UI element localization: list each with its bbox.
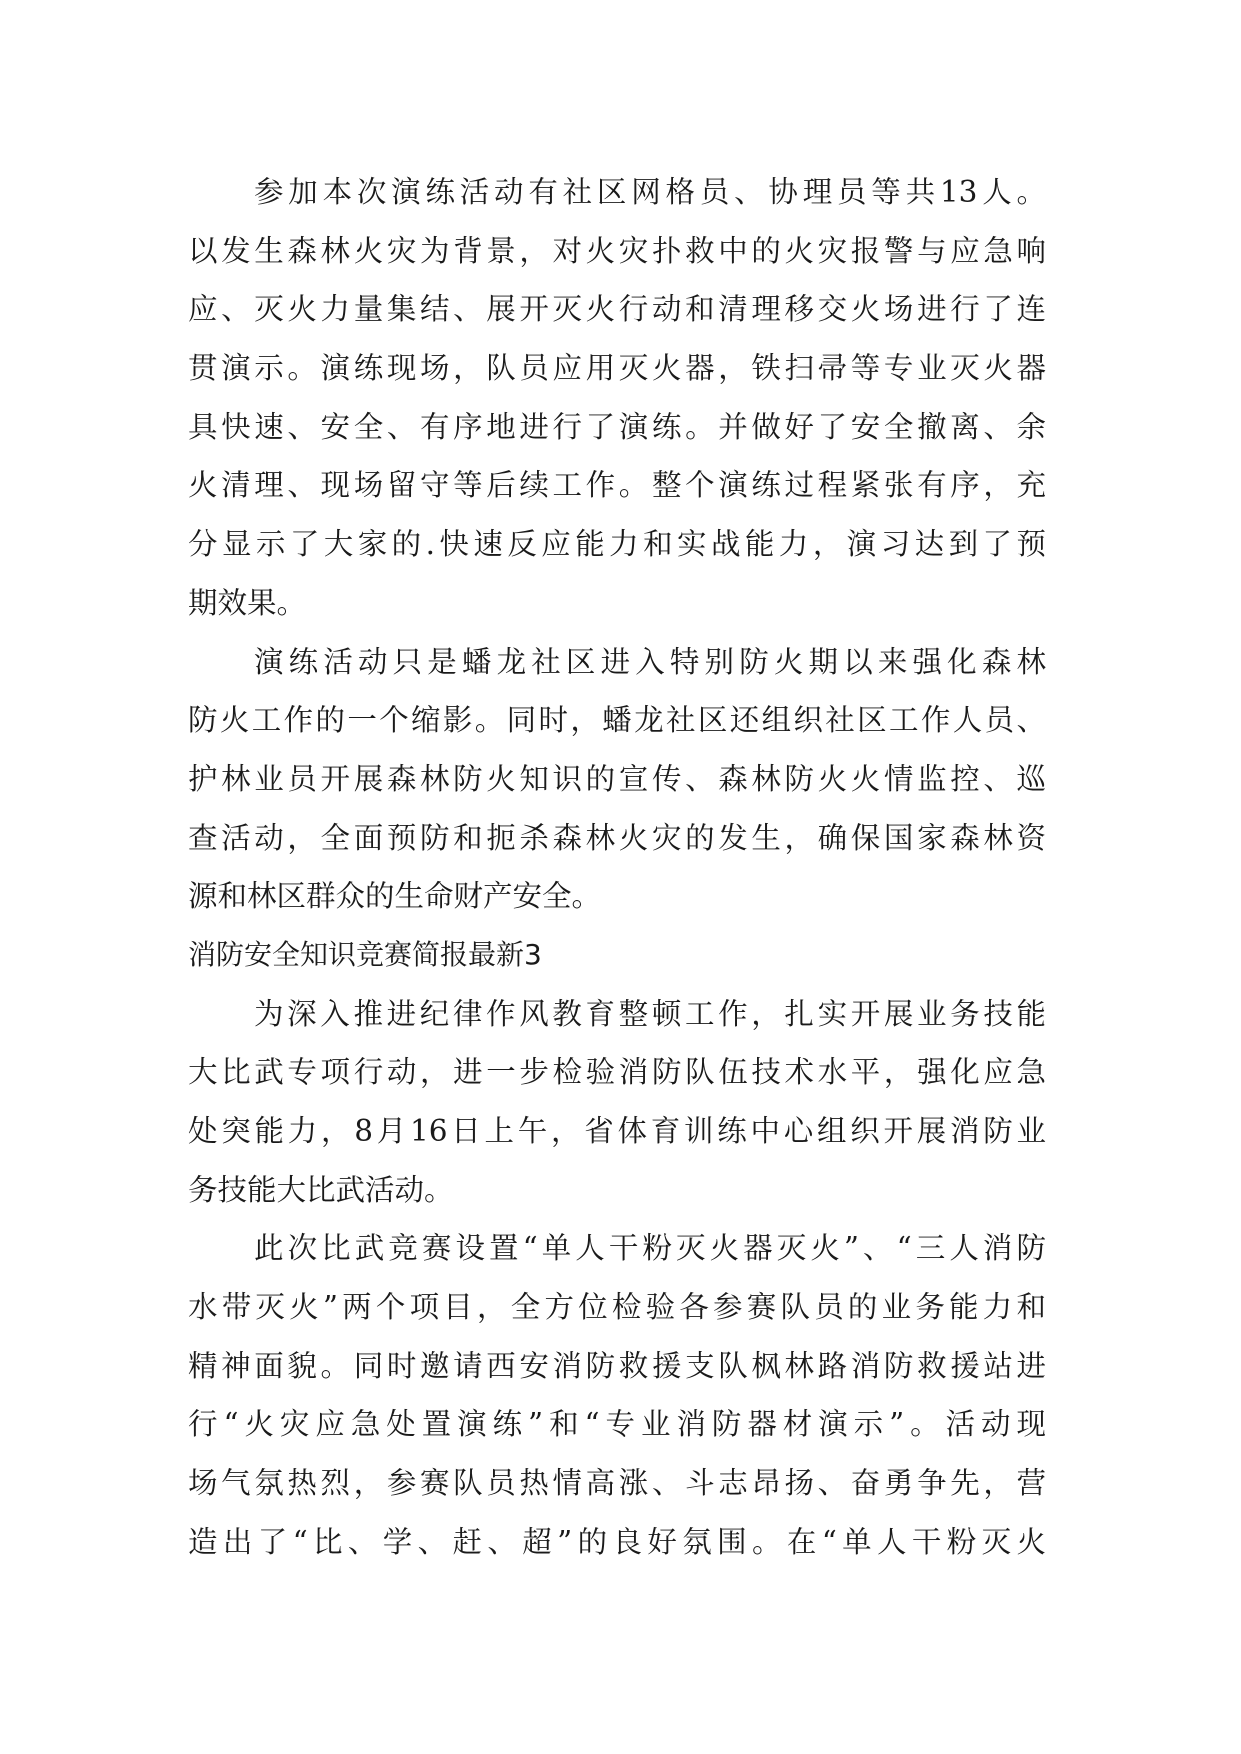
text-line: 处突能力，8月16日上午，省体育训练中心组织开展消防业	[188, 1114, 1046, 1148]
text-line: 行“火灾应急处置演练”和“专业消防器材演示”。活动现	[188, 1407, 1046, 1442]
text-line: 分显示了大家的.快速反应能力和实战能力，演习达到了预	[188, 527, 1046, 562]
text-line: 应、灭火力量集结、展开灭火行动和清理移交火场进行了连	[188, 292, 1046, 327]
text-line: 精神面貌。同时邀请西安消防救援支队枫林路消防救援站进	[188, 1348, 1046, 1383]
text-line: 大比武专项行动，进一步检验消防队伍技术水平，强化应急	[188, 1055, 1046, 1090]
paragraph-2	[188, 633, 1046, 926]
section-heading: 消防安全知识竞赛简报最新3	[188, 937, 542, 971]
text-line: 演练活动只是蟠龙社区进入特别防火期以来强化森林	[254, 644, 1046, 679]
text-line: 贯演示。演练现场，队员应用灭火器，铁扫帚等专业灭火器	[188, 351, 1046, 386]
text-line: 参加本次演练活动有社区网格员、协理员等共13人。	[254, 175, 1046, 209]
text-line: 火清理、现场留守等后续工作。整个演练过程紧张有序，充	[188, 468, 1046, 503]
text-line: 查活动，全面预防和扼杀森林火灾的发生，确保国家森林资	[188, 820, 1046, 855]
paragraph-1	[188, 163, 1046, 633]
text-line: 此次比武竞赛设置“单人干粉灭火器灭火”、“三人消防	[254, 1231, 1046, 1266]
text-line: 护林业员开展森林防火知识的宣传、森林防火火情监控、巡	[188, 761, 1046, 796]
document-body	[188, 163, 1046, 1572]
text-line: 务技能大比武活动。	[188, 1172, 454, 1207]
text-line: 期效果。	[188, 585, 307, 620]
text-line: 具快速、安全、有序地进行了演练。并做好了安全撤离、余	[188, 409, 1046, 444]
text-line: 水带灭火”两个项目，全方位检验各参赛队员的业务能力和	[188, 1290, 1046, 1325]
paragraph-3	[188, 985, 1046, 1220]
paragraph-4	[188, 1219, 1046, 1571]
text-line: 以发生森林火灾为背景，对火灾扑救中的火灾报警与应急响	[188, 233, 1046, 268]
text-line: 场气氛热烈，参赛队员热情高涨、斗志昂扬、奋勇争先，营	[188, 1466, 1046, 1501]
text-line: 防火工作的一个缩影。同时，蟠龙社区还组织社区工作人员、	[188, 703, 1046, 738]
text-line: 源和林区群众的生命财产安全。	[188, 879, 602, 914]
text-line: 为深入推进纪律作风教育整顿工作，扎实开展业务技能	[254, 996, 1046, 1031]
text-line: 造出了“比、学、赶、超”的良好氛围。在“单人干粉灭火	[188, 1524, 1046, 1559]
